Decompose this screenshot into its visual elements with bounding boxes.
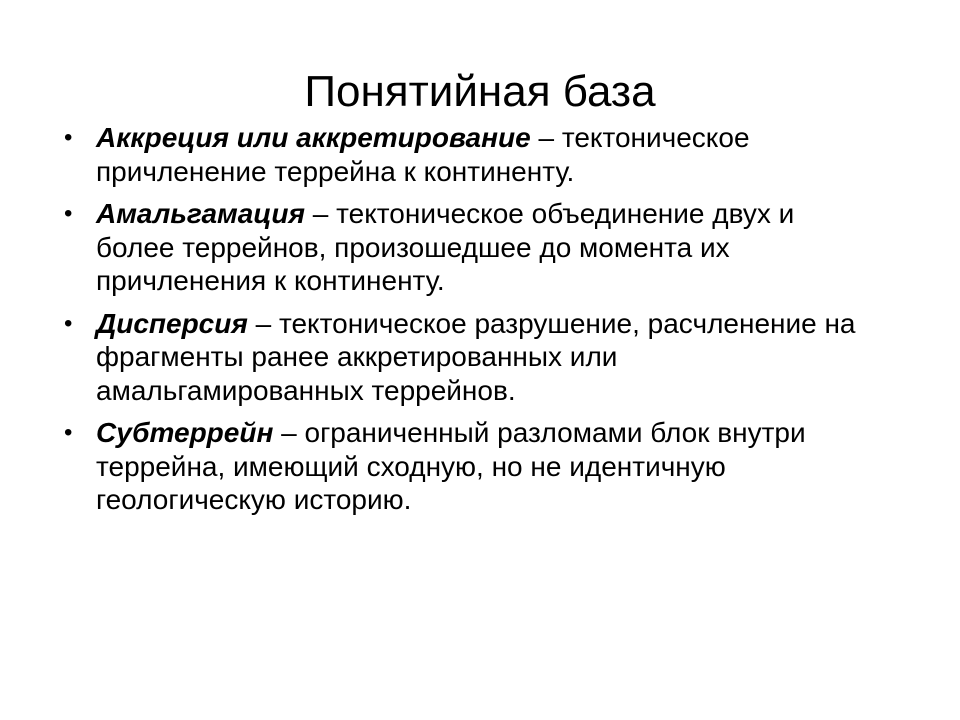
list-item [58, 121, 878, 188]
list-item [58, 197, 878, 298]
term-accretion: Аккреция или аккретирование [96, 122, 531, 153]
definition-list [58, 121, 878, 526]
list-item [58, 416, 878, 517]
bullet-icon: • [64, 309, 73, 337]
definition-amalgamation: – тектоническое объединение двух и более террейнов, произошедшее до момента их причленения к континенту. [96, 198, 795, 296]
definition-dispersion: – тектоническое разрушение, расчленение на фрагменты ранее аккретированных или амальгамированных террейнов. [96, 307, 856, 406]
list-item [58, 307, 878, 408]
term-dispersion: Дисперсия [96, 307, 248, 339]
bullet-icon: • [64, 200, 73, 227]
definition-accretion: – тектоническое причленение террейна к континенту. [96, 122, 750, 187]
term-amalgamation: Амальгамация [96, 198, 306, 229]
bullet-icon: • [64, 419, 73, 446]
term-subterrane: Субтеррейн [96, 417, 274, 448]
bullet-icon: • [64, 124, 73, 151]
definition-subterrane: – ограниченный разломами блок внутри террейна, имеющий сходную, но не идентичную геологическую историю. [96, 417, 806, 515]
slide-title: Понятийная база [304, 67, 656, 116]
